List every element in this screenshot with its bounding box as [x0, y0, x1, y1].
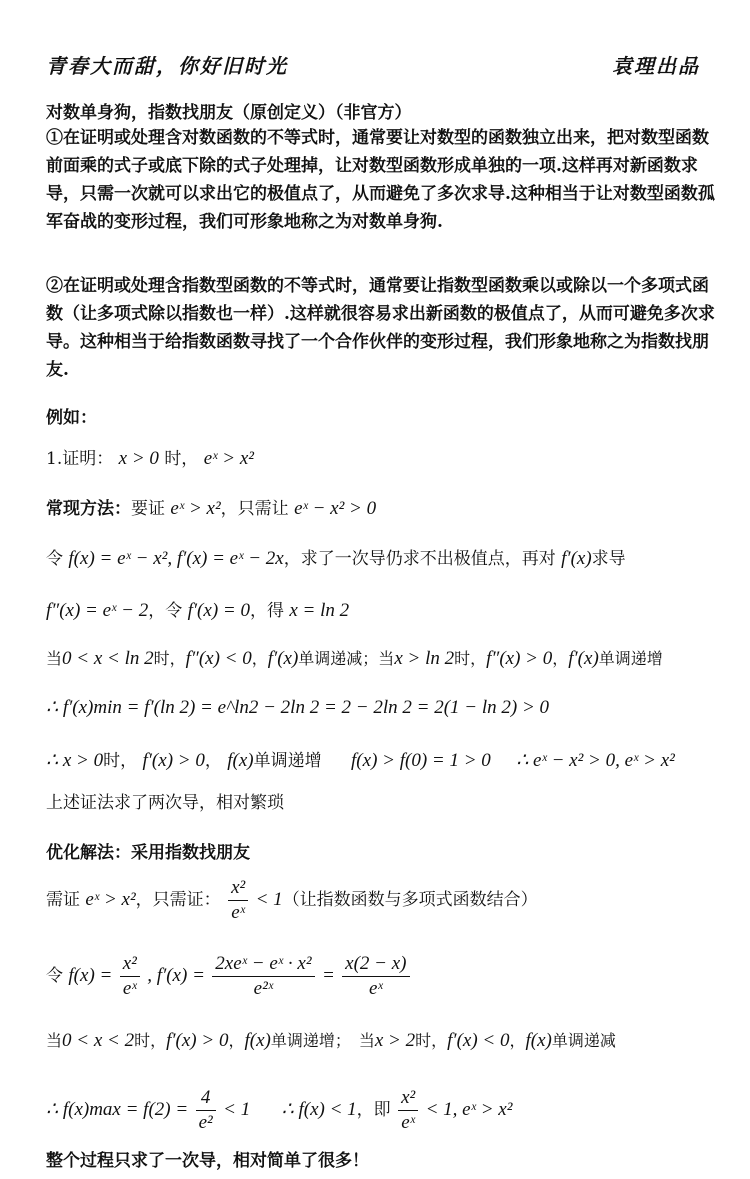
- question-when: 时，: [164, 449, 199, 469]
- step-5-e4: f(x) > f(0) = 1 > 0: [351, 750, 491, 771]
- opt-1-t2: ，只需证：: [135, 890, 221, 910]
- common-expr-1: eˣ > x²: [170, 498, 221, 519]
- opt-3-e2: f′(x) > 0: [166, 1030, 229, 1051]
- step-1-line: [46, 544, 626, 570]
- step-5-t1: 时，: [103, 751, 138, 771]
- opt-2-eq: =: [321, 965, 335, 986]
- step-4-line: [46, 696, 549, 719]
- step-3-t5: 时，: [454, 649, 487, 668]
- opt-3-e6: f(x): [525, 1030, 552, 1051]
- opt-3-e3: f(x): [244, 1030, 271, 1051]
- opt-3-t5: 时，: [415, 1031, 448, 1050]
- common-method-label: 常现方法：: [46, 499, 131, 519]
- optimized-heading: 优化解法：采用指数找朋友: [46, 843, 250, 863]
- opt-3-e4: x > 2: [374, 1030, 416, 1051]
- step-5-t3: 单调递增: [253, 751, 322, 771]
- step-5-e2: f′(x) > 0: [142, 750, 205, 771]
- opt-4-num-1: 4: [196, 1086, 216, 1111]
- opt-2-den-3: eˣ: [368, 978, 383, 999]
- opt-2-num-3: x(2 − x): [342, 952, 409, 977]
- common-text-2: ，只需让: [220, 499, 289, 519]
- step-1-fprime: f′(x): [561, 548, 592, 569]
- step-3-e3: f′(x): [267, 648, 299, 669]
- opt-step-2-line: [46, 952, 412, 1001]
- opt-1-lt: < 1: [255, 889, 283, 910]
- step-3-t1: 当: [46, 649, 63, 668]
- step-3-t3: ，: [251, 649, 268, 668]
- opt-2-frac-1: [120, 952, 140, 1001]
- opt-3-e1: 0 < x < 2: [62, 1030, 135, 1051]
- opt-1-t3: （让指数函数与多项式函数结合）: [282, 890, 538, 910]
- step-2-expr-3: x = ln 2: [289, 600, 350, 621]
- opt-2-den-1: eˣ: [122, 978, 137, 999]
- step-2-expr-2: f′(x) = 0: [187, 600, 250, 621]
- remark-line: 上述证法求了两次导，相对繁琐: [46, 793, 284, 813]
- step-1-text-3: 求导: [591, 549, 626, 569]
- question-condition: x > 0: [118, 448, 159, 469]
- step-1-text-1: 令: [46, 549, 63, 569]
- opt-step-1-line: [46, 876, 538, 925]
- common-expr-2: eˣ − x² > 0: [294, 498, 377, 519]
- step-2-text-2: ，得: [249, 601, 284, 621]
- opt-2-frac-3: [342, 952, 409, 1001]
- paragraph-1: ①在证明或处理含对数函数的不等式时，通常要让对数型的函数独立出来，把对数型函数前面乘的式子或底下除的式子处理掉，让对数型函数形成单独的一项.这样再对新函数求导，只需一次就可以求出它的极值点了，从而避免了多次求导.这种相当于让对数型函数孤军奋战的变形过程，我们可形象地称之为对数单身狗.: [46, 128, 715, 232]
- step-3-e6: f′(x): [568, 648, 599, 669]
- opt-3-t6: ，: [509, 1031, 526, 1050]
- header-right: 袁理出品: [612, 54, 700, 78]
- opt-1-den: eˣ: [231, 902, 246, 923]
- doc-title: 对数单身狗，指数找朋友（原创定义）（非官方）: [46, 103, 412, 123]
- step-2-text-1: ，令: [148, 601, 183, 621]
- opt-2-f: f(x) =: [68, 965, 113, 986]
- question-prefix: 1.证明：: [46, 449, 114, 469]
- opt-4-den-2: eˣ: [401, 1112, 416, 1133]
- opt-4-lt1: < 1: [223, 1099, 251, 1120]
- step-3-t6: ，: [552, 649, 569, 668]
- opt-4-num-2: x²: [398, 1086, 418, 1111]
- paragraph-2: ②在证明或处理含指数型函数的不等式时，通常要让指数型函数乘以或除以一个多项式函数（让多项式除以指数也一样）.这样就很容易求出新函数的极值点了，从而可避免多次求导。这种相当于给指数函数寻找了一个合作伙伴的变形过程，我们形象地称之为指数找朋友.: [46, 276, 715, 380]
- common-text-1: 要证: [131, 499, 165, 519]
- conclusion-line: 整个过程只求了一次导，相对简单了很多！: [46, 1151, 369, 1171]
- opt-2-frac-2: [212, 952, 314, 1001]
- step-3-e1: 0 < x < ln 2: [62, 648, 154, 669]
- opt-4-e3: < 1, eˣ > x²: [425, 1099, 513, 1120]
- opt-2-num-2: 2xeˣ − eˣ · x²: [212, 952, 314, 977]
- opt-4-e1: ∴ f(x)max = f(2) =: [46, 1099, 189, 1120]
- opt-1-t1: 需证: [46, 890, 80, 910]
- opt-4-e2: ∴ f(x) < 1: [281, 1099, 357, 1120]
- opt-3-t2: 时，: [134, 1031, 167, 1050]
- opt-1-e1: eˣ > x²: [85, 889, 136, 910]
- opt-3-e5: f′(x) < 0: [447, 1030, 510, 1051]
- opt-4-den-1: e²: [198, 1112, 213, 1133]
- common-method-line: [46, 494, 376, 520]
- step-5-t2: ，: [204, 751, 222, 771]
- opt-step-4-line: [46, 1086, 512, 1135]
- example-heading: 例如：: [46, 408, 97, 428]
- opt-1-num: x²: [228, 876, 248, 901]
- question-line: [46, 444, 254, 470]
- step-5-e1: ∴ x > 0: [46, 750, 104, 771]
- opt-2-t1: 令: [46, 966, 63, 986]
- opt-step-3-line: [46, 1028, 616, 1052]
- step-2-expr-1: f″(x) = eˣ − 2: [46, 600, 149, 621]
- step-1-expr: f(x) = eˣ − x², f′(x) = eˣ − 2x: [68, 548, 284, 569]
- opt-3-t7: 单调递减: [551, 1031, 616, 1050]
- opt-2-den-2: e²ˣ: [253, 978, 274, 999]
- opt-4-frac-2: [398, 1086, 418, 1135]
- opt-3-t3: ，: [228, 1031, 245, 1050]
- step-5-e5: ∴ eˣ − x² > 0, eˣ > x²: [516, 750, 675, 771]
- step-3-t7: 单调递增: [598, 649, 663, 668]
- step-3-e5: f″(x) > 0: [486, 648, 553, 669]
- opt-3-t4: 单调递增； 当: [270, 1031, 375, 1050]
- step-3-e2: f″(x) < 0: [185, 648, 252, 669]
- header-left: 青春大而甜，你好旧时光: [46, 54, 288, 78]
- step-3-e4: x > ln 2: [394, 648, 455, 669]
- step-4-expr: ∴ f′(x)min = f′(ln 2) = e^ln2 − 2ln 2 = 2 − 2ln 2 = 2(1 − ln 2) > 0: [46, 697, 550, 718]
- step-3-line: [46, 646, 663, 670]
- step-3-t2: 时，: [153, 649, 186, 668]
- step-1-text-2: ，求了一次导仍求不出极值点，再对: [283, 549, 556, 569]
- opt-4-t1: ，即: [356, 1100, 391, 1120]
- step-5-line: [46, 746, 675, 772]
- opt-4-frac-1: [196, 1086, 216, 1135]
- opt-3-t1: 当: [46, 1031, 63, 1050]
- step-2-line: [46, 596, 349, 622]
- opt-2-fp: , f′(x) =: [147, 965, 205, 986]
- question-claim: eˣ > x²: [203, 448, 254, 469]
- step-5-e3: f(x): [227, 750, 254, 771]
- opt-2-num-1: x²: [120, 952, 140, 977]
- step-3-t4: 单调递减；当: [298, 649, 395, 668]
- opt-1-fraction: [228, 876, 248, 925]
